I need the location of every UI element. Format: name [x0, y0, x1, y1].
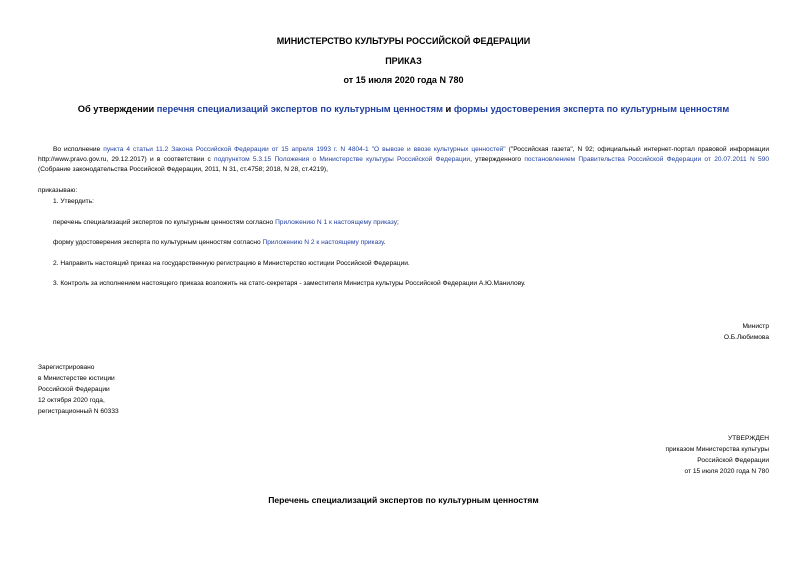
item-1a-text: перечень специализаций экспертов по культурным ценностям согласно [53, 219, 276, 226]
item-2: 2. Направить настоящий приказ на государственную регистрацию в Министерство юстиции Российской Федерации. [53, 260, 410, 267]
doc-type-heading: ПРИКАЗ [385, 56, 422, 66]
registration-line-5: регистрационный N 60333 [38, 408, 119, 415]
approval-line-1: УТВЕРЖДЕН [727, 435, 769, 442]
preamble-paragraph [38, 145, 769, 175]
registration-line-3: Российской Федерации [38, 386, 110, 393]
appendix-1-link[interactable]: Приложению N 1 к настоящему приказу [275, 219, 397, 226]
government-decree-link[interactable]: постановлением Правительства Российской Федерации от 20.07.2011 N 590 [524, 156, 769, 163]
title-prefix: Об утверждении [77, 104, 157, 114]
law-link[interactable]: пункта 4 статьи 11.2 Закона Российской Федерации от 15 апреля 1993 г. N 4804-1 "О вывозе и ввозе культурных ценностей" [103, 146, 506, 153]
title-link-specializations[interactable]: перечня специализаций экспертов по культурным ценностям [156, 104, 443, 114]
title-link-certificate-form[interactable]: формы удостоверения эксперта по культурным ценностям [453, 104, 730, 114]
item-1: 1. Утвердить: [53, 198, 94, 205]
registration-line-4: 12 октября 2020 года, [38, 397, 105, 404]
item-1b [38, 238, 769, 248]
signature-name: О.Б.Любимова [723, 334, 769, 341]
order-word: приказываю: [38, 187, 78, 194]
signature-block [724, 321, 769, 343]
order-title [38, 104, 769, 114]
item-1a [38, 218, 769, 228]
appendix-2-link[interactable]: Приложению N 2 к настоящему приказу [262, 239, 384, 246]
registration-line-1: Зарегистрировано [38, 364, 95, 371]
item-1a-end: ; [397, 219, 399, 226]
preamble-text-1: Во исполнение [53, 146, 104, 153]
approval-block [666, 433, 769, 477]
item-3: 3. Контроль за исполнением настоящего приказа возложить на статс-секретаря - заместителя Министра культуры Российской Федерации А.Ю.Манилову. [53, 280, 526, 287]
item-1b-end: . [383, 239, 386, 246]
registration-line-2: в Министерстве юстиции [38, 375, 115, 382]
preamble-text-4: (Собрание законодательства Российской Федерации, 2011, N 31, ст.4758; 2018, N 28, ст.4219), [38, 166, 328, 173]
ministry-heading: МИНИСТЕРСТВО КУЛЬТУРЫ РОССИЙСКОЙ ФЕДЕРАЦИИ [276, 36, 531, 46]
registration-block [38, 362, 119, 417]
item-1b-text: форму удостоверения эксперта по культурным ценностям согласно [53, 239, 263, 246]
approval-line-2: приказом Министерства культуры [665, 446, 769, 453]
signature-position: Министр [742, 323, 769, 330]
title-middle: и [442, 104, 454, 114]
approval-line-4: от 15 июля 2020 года N 780 [684, 468, 769, 475]
preamble-text-3: , утвержденного [470, 156, 525, 163]
regulation-link[interactable]: подпунктом 5.3.15 Положения о Министерстве культуры Российской Федерации [214, 156, 471, 163]
date-number-heading: от 15 июля 2020 года N 780 [343, 75, 464, 85]
approval-line-3: Российской Федерации [697, 457, 769, 464]
list-title: Перечень специализаций экспертов по культурным ценностям [268, 495, 539, 505]
preamble-text-2: ("Российская газета", N 92; официальный интернет-портал правовой информации http://www.pravo.gov.ru, 29.12.2017) и в соответствии с [38, 146, 770, 163]
